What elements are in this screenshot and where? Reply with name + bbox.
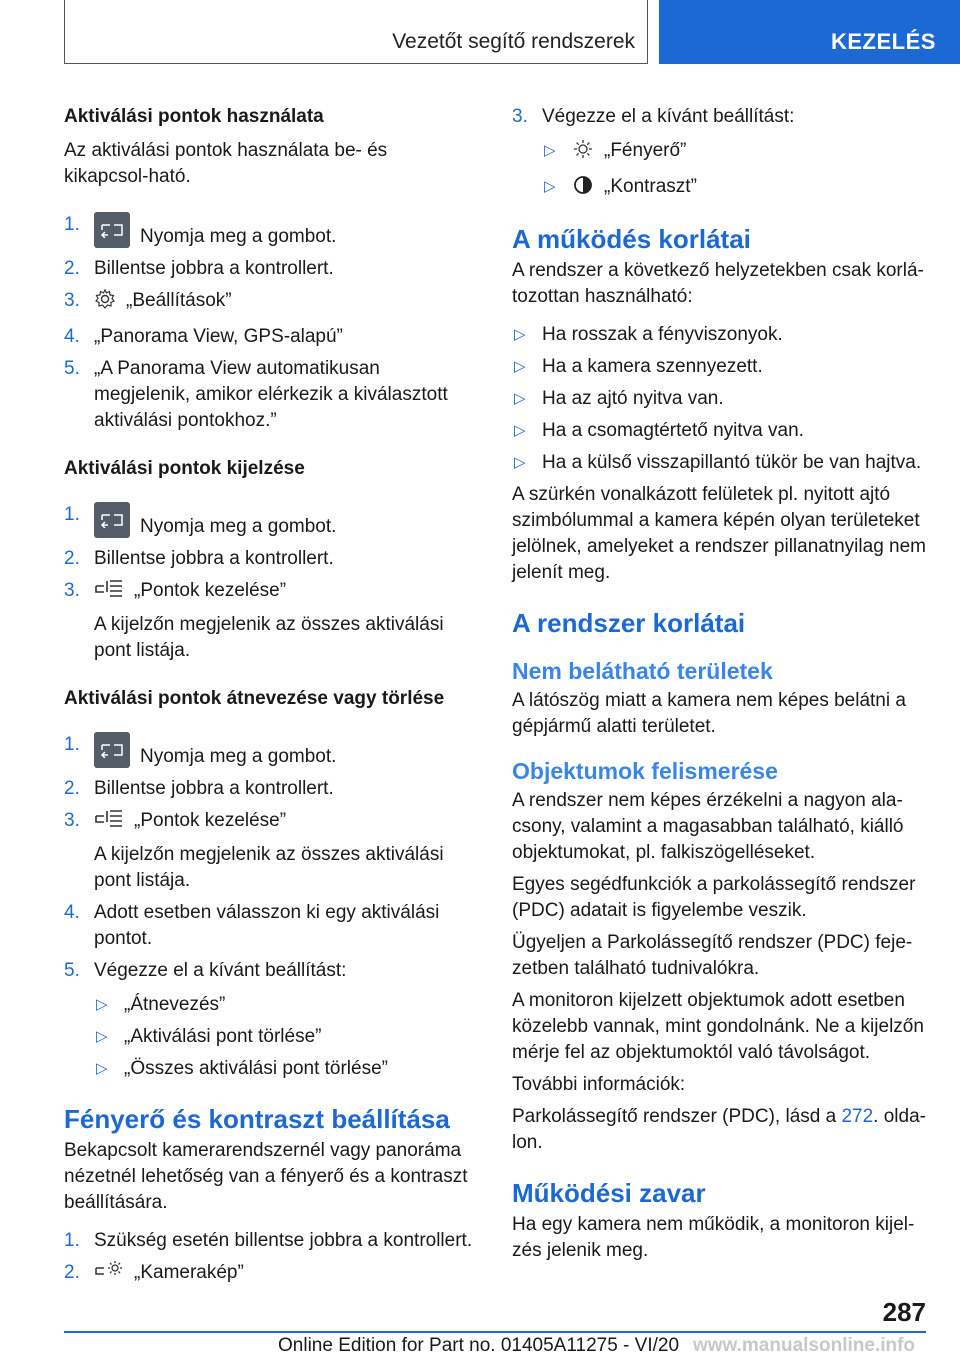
s1-step-4: [64, 324, 476, 350]
bullet-triangle-icon: ▷: [514, 358, 526, 375]
camera-settings-icon: [94, 1260, 124, 1290]
step-text: „A Panorama View automatikusan megjelenik, amikor elérkezik a kiválasztott aktiválási pontokhoz.”: [94, 358, 448, 431]
s2-step-2: [64, 546, 476, 572]
limit-item: [512, 386, 927, 412]
s1-step-2: [64, 256, 476, 282]
edition-text: Online Edition for Part no. 01405A11275 - VI/20: [278, 1335, 680, 1356]
brightness-icon: [572, 138, 594, 168]
footer-divider: [64, 1331, 926, 1333]
bullet-triangle-icon: ▷: [96, 1060, 108, 1077]
malfunction-heading: Működési zavar: [512, 1178, 706, 1208]
step-number: 2.: [64, 778, 80, 799]
limit-item: [512, 322, 927, 348]
pdc-ref-suffix: . olda-lon.: [512, 1106, 926, 1153]
bullet-triangle-icon: ▷: [544, 178, 556, 195]
step-number: 2.: [64, 548, 80, 569]
chapter-tab: [659, 0, 960, 64]
step-number: 4.: [64, 326, 80, 347]
step-number: 1.: [64, 734, 80, 755]
brightness-step-3: [512, 104, 927, 130]
step-text: Billentse jobbra a kontrollert.: [94, 548, 334, 569]
step-text: Végezze el a kívánt beállítást:: [542, 106, 795, 127]
s1-step-5: [64, 356, 476, 434]
s2-note: A kijelzőn megjelenik az összes aktiválási pont listája.: [94, 614, 444, 661]
more-info-label: További információk:: [512, 1074, 686, 1095]
object-detection-p1: A rendszer nem képes érzékelni a nagyon ala-csony, valamint a magasabban található, kiálló objektumokat, pl. falkiszögelléseket.: [512, 790, 904, 863]
right-column: [512, 100, 927, 1264]
list-icon: [94, 578, 124, 608]
step-number: 1.: [64, 214, 80, 235]
pdc-reference: [512, 1104, 927, 1156]
contrast-option: [542, 174, 927, 204]
bullet-triangle-icon: ▷: [514, 454, 526, 471]
step-text: „Kamerakép”: [134, 1262, 244, 1283]
activation-points-usage-text: Az aktiválási pontok használata be- és kikapcsol-ható.: [64, 140, 388, 187]
camera-button-icon: [94, 212, 130, 248]
step-text: Billentse jobbra a kontrollert.: [94, 778, 334, 799]
system-limits-heading: A rendszer korlátai: [512, 608, 746, 638]
s3-step-4: [64, 900, 476, 952]
limit-item: [512, 354, 927, 380]
object-detection-heading: Objektumok felismerése: [512, 758, 778, 784]
s2-step-3: [64, 578, 476, 608]
step-text: Adott esetben válasszon ki egy aktiválási pontot.: [94, 902, 440, 949]
s3-option-delete: [94, 1024, 476, 1050]
s2-step-1: [64, 502, 476, 540]
step-text: Nyomja meg a gombot.: [140, 516, 337, 537]
header-frame: [64, 0, 648, 64]
step-number: 5.: [64, 358, 80, 379]
limit-item: [512, 450, 927, 476]
option-text: „Aktiválási pont törlése”: [124, 1026, 322, 1047]
bullet-triangle-icon: ▷: [514, 390, 526, 407]
list-icon: [94, 808, 124, 838]
page-link-272[interactable]: 272: [841, 1106, 874, 1127]
step-text: Nyomja meg a gombot.: [140, 746, 337, 767]
option-text: „Kontraszt”: [604, 176, 697, 197]
limit-text: Ha a külső visszapillantó tükör be van hajtva.: [542, 452, 922, 473]
step-number: 3.: [64, 810, 80, 831]
object-detection-p3: Ügyeljen a Parkolássegítő rendszer (PDC) feje-zetben található tudnivalókra.: [512, 932, 913, 979]
camera-button-icon: [94, 732, 130, 768]
bullet-triangle-icon: ▷: [96, 1028, 108, 1045]
s3-option-rename: [94, 992, 476, 1018]
s1-step-3: [64, 288, 476, 318]
non-visible-areas-text: A látószög miatt a kamera nem képes belátni a gépjármű alatti területet.: [512, 690, 906, 737]
step-number: 2.: [64, 1262, 80, 1283]
brightness-step-2: [64, 1260, 476, 1290]
s3-option-delete-all: [94, 1056, 476, 1082]
step-number: 1.: [64, 1230, 80, 1251]
step-number: 1.: [64, 504, 80, 525]
step-text: „Beállítások”: [126, 290, 232, 311]
brightness-contrast-heading: Fényerő és kontraszt beállítása: [64, 1104, 450, 1134]
contrast-icon: [572, 174, 594, 204]
step-text: Szükség esetén billentse jobbra a kontrollert.: [94, 1230, 473, 1251]
limit-text: Ha a csomagtértető nyitva van.: [542, 420, 804, 441]
option-text: „Fényerő”: [604, 140, 687, 161]
pdc-ref-text: Parkolássegítő rendszer (PDC), lásd a: [512, 1106, 842, 1127]
s3-step-3: [64, 808, 476, 838]
step-text: Billentse jobbra a kontrollert.: [94, 258, 334, 279]
page-number: 287: [882, 1297, 926, 1327]
step-number: 3.: [512, 106, 528, 127]
object-detection-p4: A monitoron kijelzett objektumok adott esetben közelebb vannak, mint gondolnánk. Ne a kijelzőn mérje fel az objektumoktól való távolságot.: [512, 990, 924, 1063]
bullet-triangle-icon: ▷: [514, 326, 526, 343]
step-number: 5.: [64, 960, 80, 981]
malfunction-text: Ha egy kamera nem működik, a monitoron kijel-zés jelenik meg.: [512, 1214, 915, 1261]
hatched-areas-text: A szürkén vonalkázott felületek pl. nyitott ajtó szimbólummal a kamera képén olyan területeket jelölnek, amelyeket a rendszer pillanatnyilag nem jelenít meg.: [512, 484, 927, 583]
operating-limits-text: A rendszer a következő helyzetekben csak korlá-tozottan használható:: [512, 260, 924, 307]
step-number: 2.: [64, 258, 80, 279]
option-text: „Átnevezés”: [124, 994, 226, 1015]
step-text: „Panorama View, GPS-alapú”: [94, 326, 343, 347]
rename-delete-heading: Aktiválási pontok átnevezése vagy törlése: [64, 688, 445, 709]
option-text: „Összes aktiválási pont törlése”: [124, 1058, 388, 1079]
chapter-tab-label: KEZELÉS: [831, 29, 936, 54]
limit-text: Ha az ajtó nyitva van.: [542, 388, 724, 409]
step-text: Nyomja meg a gombot.: [140, 226, 337, 247]
s3-step-1: [64, 732, 476, 770]
camera-button-icon: [94, 502, 130, 538]
bullet-triangle-icon: ▷: [544, 142, 556, 159]
gear-icon: [94, 288, 116, 318]
step-text: „Pontok kezelése”: [134, 810, 287, 831]
bullet-triangle-icon: ▷: [514, 422, 526, 439]
s3-step-5: [64, 958, 476, 984]
left-column: [64, 100, 476, 1290]
brightness-option: [542, 138, 927, 168]
step-text: „Pontok kezelése”: [134, 580, 287, 601]
non-visible-areas-heading: Nem belátható területek: [512, 658, 773, 684]
limit-item: [512, 418, 927, 444]
s1-step-1: [64, 212, 476, 250]
section-title: Vezetőt segítő rendszerek: [392, 30, 635, 53]
watermark: www.manualsonline.info: [693, 1335, 916, 1356]
brightness-step-1: [64, 1228, 476, 1254]
operating-limits-heading: A működés korlátai: [512, 224, 751, 254]
bullet-triangle-icon: ▷: [96, 996, 108, 1013]
s3-step-2: [64, 776, 476, 802]
limit-text: Ha a kamera szennyezett.: [542, 356, 763, 377]
step-number: 3.: [64, 290, 80, 311]
brightness-contrast-text: Bekapcsolt kamerarendszernél vagy panoráma nézetnél lehetőség van a fényerő és a kontraszt beállítására.: [64, 1140, 468, 1213]
s3-note: A kijelzőn megjelenik az összes aktiválási pont listája.: [94, 844, 444, 891]
step-number: 4.: [64, 902, 80, 923]
activation-points-display-heading: Aktiválási pontok kijelzése: [64, 458, 305, 479]
step-text: Végezze el a kívánt beállítást:: [94, 960, 347, 981]
object-detection-p2: Egyes segédfunkciók a parkolássegítő rendszer (PDC) adatait is figyelembe veszik.: [512, 874, 916, 921]
activation-points-usage-heading: Aktiválási pontok használata: [64, 106, 324, 127]
step-number: 3.: [64, 580, 80, 601]
limit-text: Ha rosszak a fényviszonyok.: [542, 324, 783, 345]
